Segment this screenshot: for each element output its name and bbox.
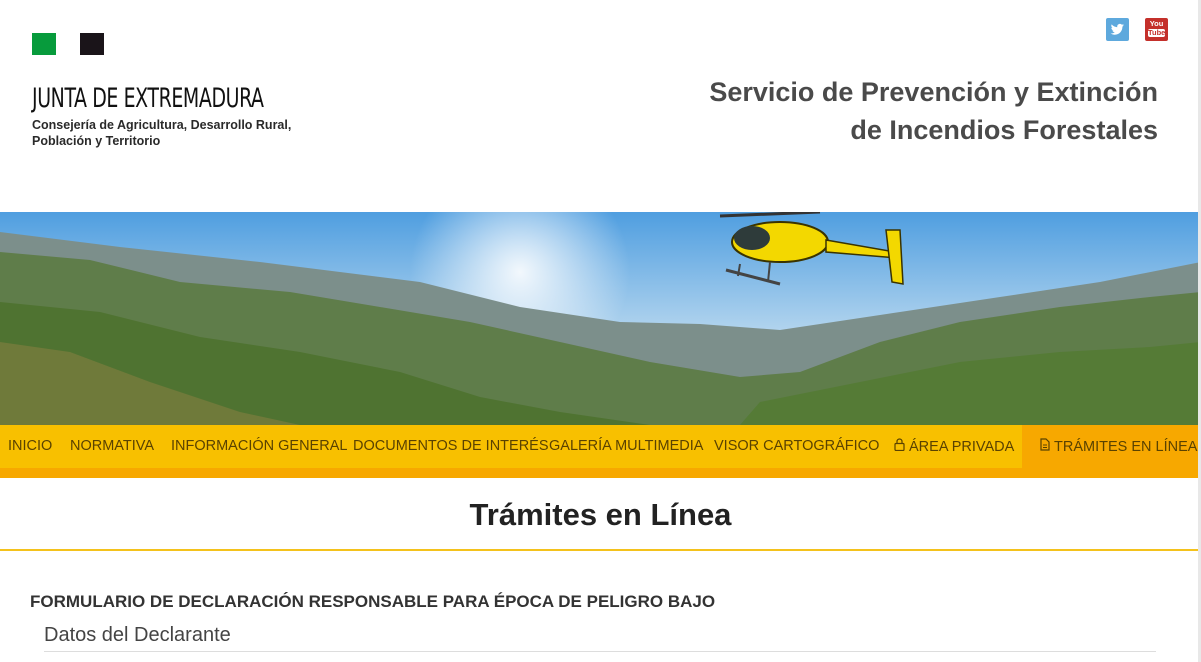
youtube-text-you: You bbox=[1149, 19, 1164, 28]
section-divider bbox=[44, 651, 1156, 652]
document-icon bbox=[1040, 425, 1050, 468]
heading-divider bbox=[0, 549, 1201, 551]
logo-green-square bbox=[32, 33, 56, 55]
main-nav bbox=[0, 425, 1201, 468]
logo-department bbox=[32, 117, 332, 149]
form-title: FORMULARIO DE DECLARACIÓN RESPONSABLE PARA ÉPOCA DE PELIGRO BAJO bbox=[30, 592, 716, 611]
nav-item-area-privada-label: ÁREA PRIVADA bbox=[909, 439, 1015, 455]
page-title: Trámites en Línea bbox=[469, 497, 732, 532]
lock-icon bbox=[894, 425, 905, 468]
nav-item-tramites-en-linea[interactable] bbox=[1022, 425, 1201, 468]
youtube-text-tube: Tube bbox=[1148, 28, 1166, 37]
nav-item-area-privada[interactable] bbox=[894, 425, 1014, 468]
nav-item-informacion-general[interactable]: INFORMACIÓN GENERAL bbox=[171, 438, 348, 454]
nav-item-galeria-multimedia[interactable]: GALERÍA MULTIMEDIA bbox=[549, 438, 704, 454]
banner-landscape-image bbox=[0, 212, 1201, 425]
logo-department-line-2: Población y Territorio bbox=[32, 134, 161, 148]
twitter-link[interactable] bbox=[1106, 18, 1129, 41]
hero-banner bbox=[0, 212, 1201, 425]
section-title-datos-declarante: Datos del Declarante bbox=[44, 624, 231, 646]
logo-black-square bbox=[80, 33, 104, 55]
nav-accent-strip bbox=[0, 468, 1201, 478]
site-title-line-1: Servicio de Prevención y Extinción bbox=[709, 77, 1158, 107]
nav-item-inicio[interactable]: INICIO bbox=[8, 438, 53, 454]
youtube-icon bbox=[1145, 20, 1168, 37]
site-title-line-2: de Incendios Forestales bbox=[850, 115, 1158, 145]
logo-department-line-1: Consejería de Agricultura, Desarrollo Rural, bbox=[32, 118, 292, 132]
nav-item-visor-cartografico[interactable]: VISOR CARTOGRÁFICO bbox=[714, 438, 880, 454]
nav-item-documentos-de-interes[interactable]: DOCUMENTOS DE INTERÉS bbox=[353, 438, 549, 454]
nav-item-normativa[interactable]: NORMATIVA bbox=[70, 438, 155, 454]
site-header bbox=[0, 0, 1201, 212]
youtube-link[interactable] bbox=[1145, 18, 1168, 41]
site-title bbox=[709, 73, 1158, 149]
twitter-icon bbox=[1106, 18, 1129, 41]
logo-name[interactable]: JUNTA DE EXTREMADURA bbox=[32, 83, 264, 114]
nav-item-tramites-en-linea-label: TRÁMITES EN LÍNEA bbox=[1054, 439, 1198, 455]
